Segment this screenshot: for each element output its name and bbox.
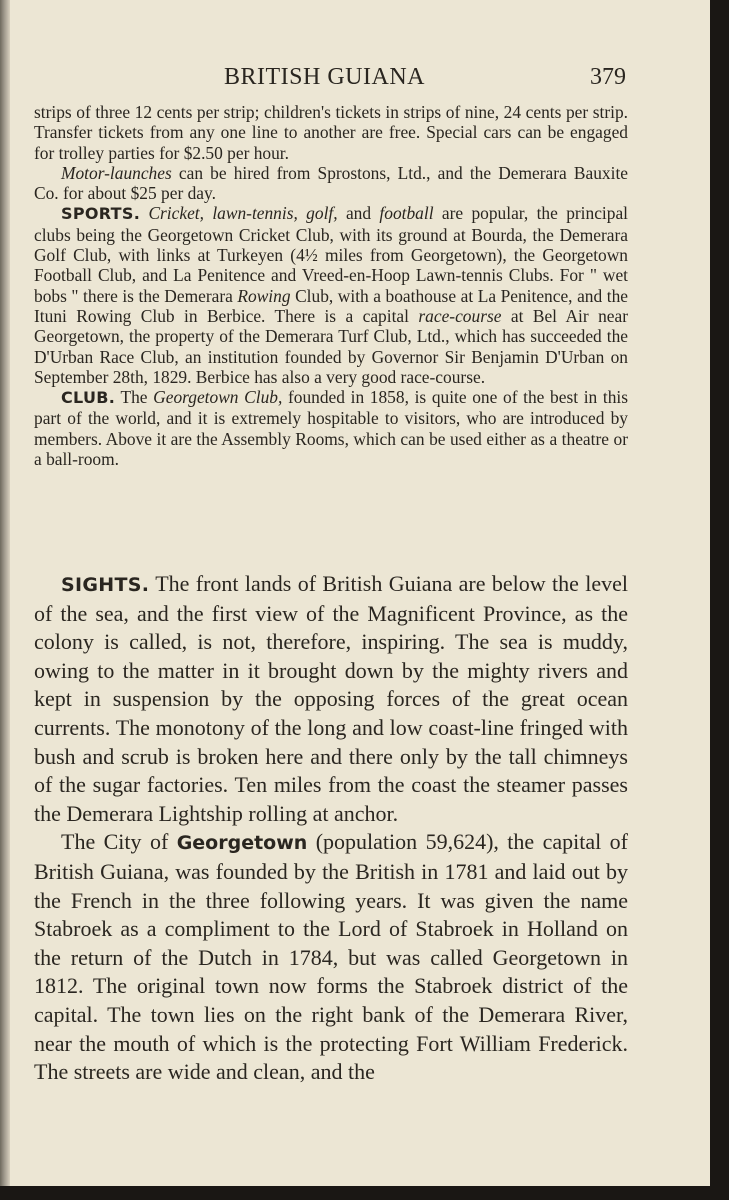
paragraph-club: CLUB. The Georgetown Club, founded in 1858, is quite one of the best in this part of the world, and it is extremely hospitable to visitors, who are introduced by members. Above it are the Assembly Rooms, which can be used either as a theatre or a ball-room. — [34, 387, 628, 470]
paragraph-sights: SIGHTS. The front lands of British Guiana are below the level of the sea, and the first view of the Magnificent Province, as the colony is called, is not, therefore, inspiring. The sea is muddy, owing to the matter in it brought down by the mighty rivers and kept in suspension by the opposing forces of the great ocean currents. The monotony of the long and low coast-line fringed with bush and scrub is broken here and there only by the tall chimneys of the sugar factories. Ten miles from the coast the steamer passes the Demerara Lightship rolling at anchor. — [34, 571, 628, 826]
book-spine-shadow — [0, 0, 10, 1186]
paragraph-sports: SPORTS. Cricket, lawn-tennis, golf, and football are popular, the principal clubs being the Georgetown Cricket Club, with its ground at Bourda, the Demerara Golf Club, with links at Turkeyen (4½ miles from Georgetown), the Georgetown Football Club, and La Penitence and Vreed-en-Hoop Lawn-tennis Clubs. For " wet bobs " there is the Demerara Rowing Club, with a boathouse at La Penitence, and the Ituni Rowing Club in Berbice. There is a capital race-course at Bel Air near Georgetown, the property of the Demerara Turf Club, Ltd., which has succeeded the D'Urban Race Club, an institution founded by Governor Sir Benjamin D'Urban on September 28th, 1829. Berbice has also a very good race-course. — [34, 203, 629, 387]
paragraph-motor-launches: Motor-launches can be hired from Sprostons, Ltd., and the Demerara Bauxite Co. for about $25 per day. — [34, 162, 628, 204]
sports-heading: SPORTS. — [61, 204, 141, 224]
page-number: 379 — [590, 64, 626, 90]
page-header — [34, 64, 626, 98]
running-head: BRITISH GUIANA — [224, 64, 425, 90]
paragraph-georgetown: The City of Georgetown (population 59,624), the capital of British Guiana, was founded by the British in 1781 and laid out by the French in the three following years. It was given the name Stabroek as a compliment to the Lord of Stabroek in Holland on the return of the Dutch in 1784, but was called Georgetown in 1812. The original town now forms the Stabroek district of the capital. The town lies on the right bank of the Demerara River, near the mouth of which is the protecting Fort William Frederick. The streets are wide and clean, and the — [34, 829, 628, 1085]
scan-border-bottom — [0, 1186, 729, 1200]
sights-heading: SIGHTS. — [61, 574, 150, 596]
club-heading: CLUB. — [61, 388, 116, 408]
georgetown-bold: Georgetown — [176, 832, 308, 855]
paragraph-trolley-tickets: strips of three 12 cents per strip; children's tickets in strips of nine, 24 cents per strip. Transfer tickets from any one line to another are free. Special cars can be engaged for trolley parties for $2.50 per hour. — [34, 102, 628, 163]
small-print-section — [34, 102, 628, 469]
scan-border-right — [710, 0, 729, 1200]
large-print-section — [34, 570, 628, 1087]
